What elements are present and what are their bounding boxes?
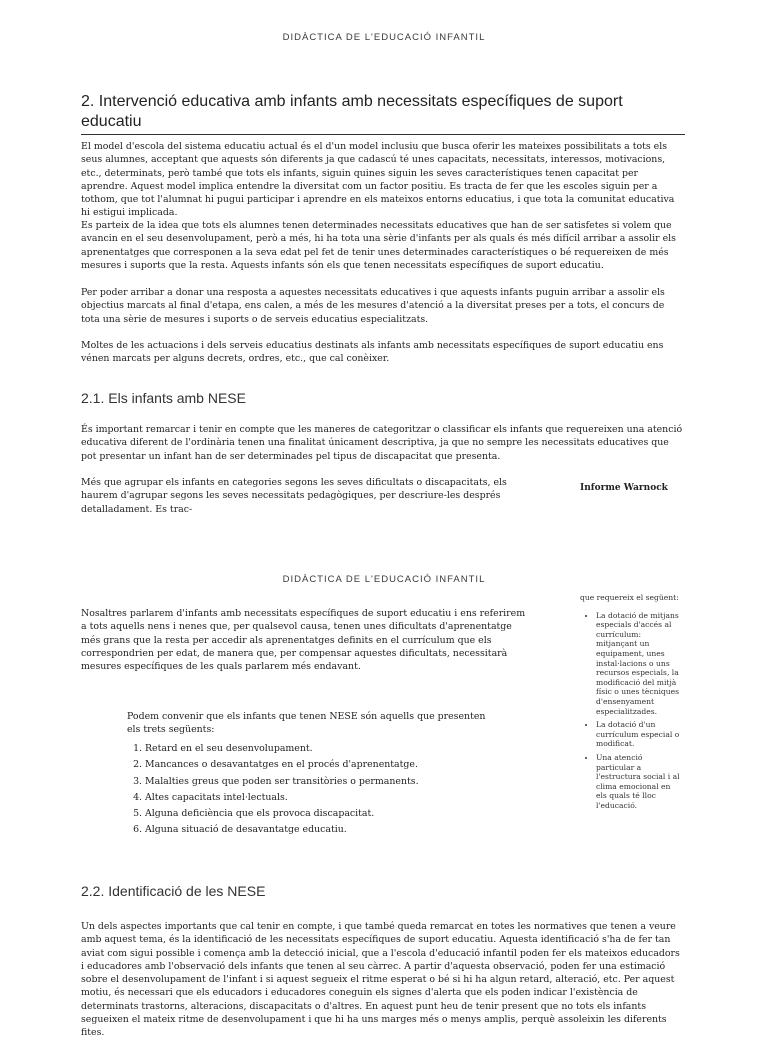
list-intro: Podem convenir que els infants que tenen NESE són aquells que presenten els trets següents: [127,711,486,736]
paragraph: Nosaltres parlarem d'infants amb necessitats específiques de suport educatiu i ens referirem a tots aquells nens i nenes que, per qualsevol causa, tenen unes dificultats d'aprenentatge més grans que la resta per accedir als aprenentatges definits en el currículum que els correspondrien per edat, de manera que, per compensar aquestes dificultats, necessitarà mesures específiques de les quals parlarem més endavant. [81,608,526,673]
side-note-list [580,611,680,811]
list-item: 3. Malalties greus que poden ser transitòries o permanents. [145,774,525,790]
subsection-title: 2.1. Els infants amb NESE [81,390,246,406]
list-item: 1. Retard en el seu desenvolupament. [145,741,525,757]
list-item: 4. Altes capacitats intel·lectuals. [145,790,525,806]
side-note-item: • La dotació de mitjans especials d'accés al currículum: mitjançant un equipament, unes instal·lacions o uns recursos especials, la modificació del mitjà físic o unes tècniques d'ensenyament especialitzades. [596,611,680,717]
side-note-title: Informe Warnock [580,483,668,493]
paragraph: És important remarcar i tenir en compte que les maneres de categoritzar o classificar els infants que requereixen una atenció educativa diferent de l'ordinària tenen una finalitat únicament descriptiva, ja que no sempre les necessitats educatives que pot presentar un infant han de ser determinades pel tipus de discapacitat que presenta. [81,424,683,462]
page-header: DIDÀCTICA DE L'EDUCACIÓ INFANTIL [282,574,486,585]
paragraph: Moltes de les actuacions i dels serveis educatius destinats als infants amb necessitats específiques de suport educatiu ens vénen marcats per alguns decrets, ordres, etc., que cal conèixer. [81,340,664,365]
paragraph: Més que agrupar els infants en categories segons les seves dificultats o discapacitats, els haurem d'agrupar segons les seves necessitats pedagògiques, per descriure-les després detalladament. Es trac- [81,477,507,515]
side-note-item: • La dotació d'un currículum especial o modificat. [596,720,680,749]
paragraph: Es parteix de la idea que tots els alumnes tenen determinades necessitats educatives que han de ser satisfetes si volem que avancin en el seu desenvolupament, però a més, hi ha tota una sèrie d'infants per als quals és més difícil arribar a assolir els aprenentatges que corresponen a la seva edat pel fet de tenir unes determinades característiques o bé requereixen de més mesures i suports que la resta. Aquests infants són els que tenen necessitats específiques de suport educatiu. [81,220,676,271]
side-note [580,593,680,814]
list-item: 6. Alguna situació de desavantatge educatiu. [145,822,525,838]
subsection-title: 2.2. Identificació de les NESE [81,883,266,899]
paragraph: Un dels aspectes importants que cal tenir en compte, i que també queda remarcat en totes les normatives que tenen a veure amb aquest tema, és la identificació de les necessitats específiques de suport educatiu. Aquesta identificació s'ha de fer tan aviat com sigui possible i comença amb la detecció inicial, que a l'escola d'educació infantil poden fer els mateixos educadors i educadores amb l'observació dels infants que tenen al seu càrrec. A partir d'aquesta observació, poden fer una estimació sobre el desenvolupament de l'infant i si aquest segueix el ritme esperat o bé si hi ha algun retard, alteració, etc. Per aquest motiu, és necessari que els educadors i educadores coneguin els signes d'alerta que els poden indicar l'existència de determinats trastorns, alteracions, discapacitats o d'altres. En aquest punt heu de tenir present que no tots els infants segueixen el mateix ritme de desenvolupament i que hi ha uns marges més o menys amplis, perquè assoleixin les diferents fites. [81,921,680,1039]
paragraph: El model d'escola del sistema educatiu actual és el d'un model inclusiu que busca oferir les mateixes possibilitats a tots els seus alumnes, acceptant que aquests són diferents ja que cadascú té unes capacitats, necessitats, interessos, motivacions, etc., determinats, però també que tots els infants, siguin quines siguin les seves característiques tenen capacitat per aprendre. Aquest model implica entendre la diversitat com un factor positiu. Es tracta de fer que les escoles siguin per a tothom, que tot l'alumnat hi pugui participar i aprendre en els mateixos entorns educatius, i que tota la comunitat educativa hi estigui implicada. [81,141,675,219]
page-header: DIDÀCTICA DE L'EDUCACIÓ INFANTIL [282,32,486,43]
side-note-intro: que requereix el següent: [580,593,679,602]
list-item: 5. Alguna deficiència que els provoca discapacitat. [145,806,525,822]
nese-traits-list [125,741,525,839]
section-title: 2. Intervenció educativa amb infants amb necessitats específiques de suport educatiu [81,92,685,135]
side-note-item: • Una atenció particular a l'estructura social i al clima emocional en els quals té lloc l'educació. [596,753,680,811]
paragraph: Per poder arribar a donar una resposta a aquestes necessitats educatives i que aquests infants puguin arribar a assolir els objectius marcats al final d'etapa, ens calen, a més de les mesures d'atenció a la diversitat preses per a tots, el concurs de tota una sèrie de mesures i suports o de serveis educatius especialitzats. [81,287,665,325]
list-item: 2. Mancances o desavantatges en el procés d'aprenentatge. [145,757,525,773]
